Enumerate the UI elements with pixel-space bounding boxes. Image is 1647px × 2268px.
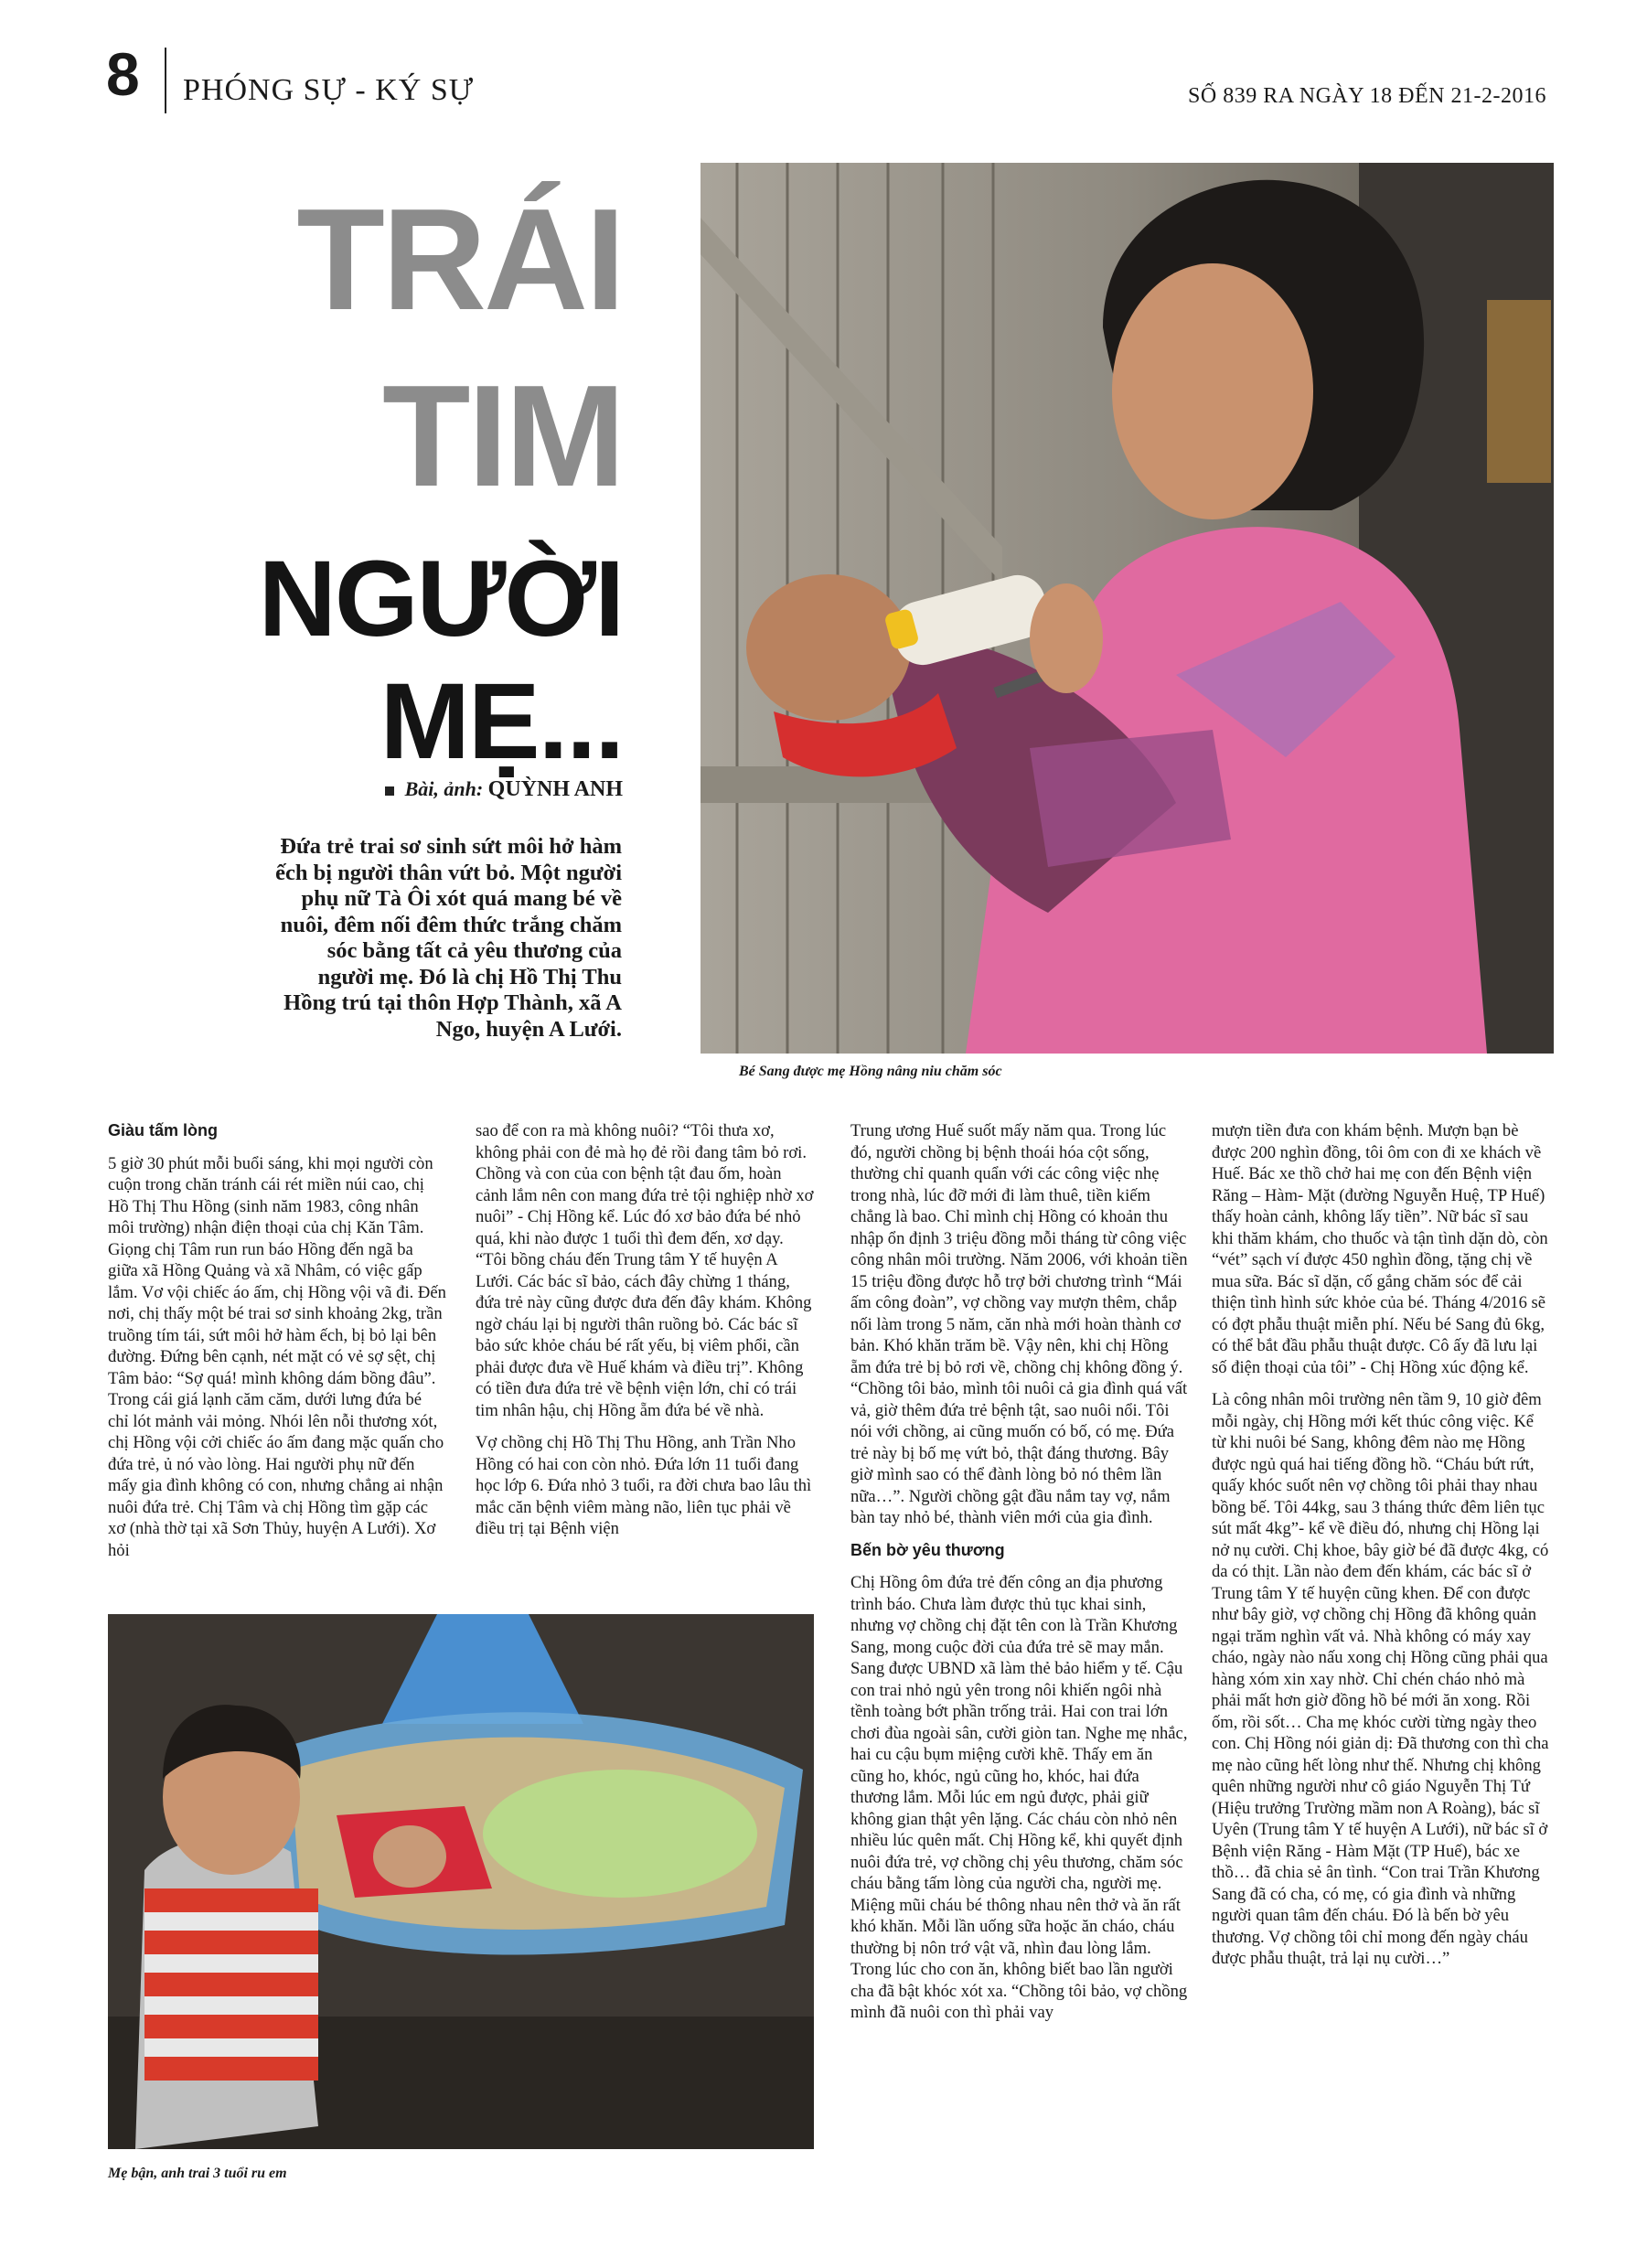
subheading-giau-tam-long: Giàu tấm lòng	[108, 1121, 219, 1139]
byline	[385, 777, 623, 802]
article-column-3	[850, 1120, 1189, 2035]
header-divider	[165, 48, 166, 113]
bullet-square-icon	[385, 786, 394, 796]
lead-paragraph: Đứa trẻ trai sơ sinh sứt môi hở hàm ếch bị người thân vứt bỏ. Một người phụ nữ Tà Ôi xót quá mang bé về nuôi, đêm nối đêm thức trắng chăm sóc bằng tất cả yêu thương của người mẹ. Đó là chị Hồ Thị Thu Hồng trú tại thôn Hợp Thành, xã A Ngo, huyện A Lưới.	[275, 834, 622, 1042]
headline-line-1: TRÁI	[296, 179, 623, 340]
main-photo-mother-feeding-baby	[701, 163, 1554, 1054]
byline-label: Bài, ảnh:	[404, 777, 484, 800]
headline-line-3: NGƯỜI	[258, 539, 623, 659]
byline-author: QUỲNH ANH	[487, 777, 623, 801]
headline-line-2: TIM	[381, 356, 623, 517]
paragraph: sao để con ra mà không nuôi? “Tôi thưa xơ, không phải con đẻ mà họ đẻ rồi đang tâm bỏ rơi. Chồng và con của con bệnh tật đau ốm, hoàn cảnh lắm nên con mang đứa trẻ tội nghiệp nhờ xơ nuôi” - Chị Hồng kể. Lúc đó xơ bảo đứa bé nhỏ quá, khi nào được 1 tuổi thì đem đến, xơ dạy. “Tôi bồng cháu đến Trung tâm Y tế huyện A Lưới. Các bác sĩ bảo, cách đây chừng 1 tháng, đứa trẻ này cũng được đưa đến đây khám. Không ngờ cháu lại bị người thân ruồng bỏ. Các bác sĩ bảo sức khỏe cháu bé rất yếu, bị viêm phổi, cần phải được đưa về Huế khám và điều trị”. Không có tiền đưa đứa trẻ về bệnh viện lớn, chỉ có trái tim nhân hậu, chị Hồng ẵm đứa bé về nhà.	[476, 1121, 814, 1420]
paragraph: Trung ương Huế suốt mấy năm qua. Trong lúc đó, người chồng bị bệnh thoái hóa cột sống, thường chỉ quanh quẩn với các công việc nhẹ trong nhà, lúc đỡ mới đi làm thuê, tiền kiếm chẳng là bao. Chỉ mình chị Hồng có khoản thu nhập ổn định 3 triệu đồng mỗi tháng từ công việc công nhân môi trường. Năm 2006, với khoản tiền 15 triệu đồng được hỗ trợ bởi chương trình “Mái ấm công đoàn”, vợ chồng vay mượn thêm, chắp nối làm trong 5 năm, căn nhà mới hoàn thành cơ bản. Khó khăn trăm bề. Vậy nên, khi chị Hồng ẵm đứa trẻ bị bỏ rơi về, chồng chị không đồng ý. “Chồng tôi bảo, mình tôi nuôi cả gia đình quá vất vả, giờ thêm đứa trẻ bệnh tật, sao nuôi nổi. Tôi nói với chồng, ai cũng muốn có bố, có mẹ. Đứa trẻ này bị bố mẹ vứt bỏ, thật đáng thương. Bây giờ mình sao có thể đành lòng bỏ nó thêm lần nữa…”. Người chồng gật đầu nắm tay vợ, nắm bàn tay nhỏ bé, thành viên mới của gia đình.	[850, 1121, 1188, 1527]
bottom-photo-brother-rocking-cradle	[108, 1614, 814, 2149]
paragraph: Là công nhân môi trường nên tầm 9, 10 giờ đêm mỗi ngày, chị Hồng mới kết thúc công việc. Kể từ khi nuôi bé Sang, không đêm nào mẹ Hồng được ngủ quá hai tiếng đồng hồ. “Cháu bứt rứt, quấy khóc suốt nên vợ chồng tôi phải thay nhau bồng bế. Tôi 44kg, sau 3 tháng thức đêm liên tục sút mất 4kg”- kể về điều đó, nhưng chị Hồng lại nở nụ cười. Chị khoe, bây giờ bé đã được 4kg, có da có thịt. Lần nào đem đến khám, các bác sĩ ở Trung tâm Y tế huyện cũng khen. Để con được như bây giờ, vợ chồng chị Hồng đã không quản ngại trăm nghìn vất vả. Nhà không có máy xay cháo, ngày nào nấu xong chị Hồng cũng phải qua hàng xóm xin xay nhờ. Chỉ chén cháo nhỏ mà phải mất hơn giờ đồng hồ bé mới ăn xong. Rồi ốm, rồi sốt… Cha mẹ khóc cười từng ngày theo con. Chị Hồng nói giản dị: Đã thương con thì cha mẹ nào cũng hết lòng như thế. Nhưng chị không quên những người như cô giáo Nguyễn Thị Tứ (Hiệu trưởng Trường mầm non A Roàng), bác sĩ Uyên (Trung tâm Y tế huyện A Lưới), nữ bác sĩ ở Bệnh viện Răng - Hàm Mặt (TP Huế), bác xe thồ… đã chia sẻ ân tình. “Con trai Trần Khương Sang đã có cha, có mẹ, có gia đình và những người quan tâm đến cháu. Đó là bến bờ yêu thương. Vợ chồng tôi chỉ mong đến ngày cháu được phẫu thuật, trả lại nụ cười…”	[1212, 1390, 1549, 1968]
paragraph: 5 giờ 30 phút mỗi buổi sáng, khi mọi người còn cuộn trong chăn tránh cái rét miền núi cao, chị Hồ Thị Thu Hồng (sinh năm 1983, công nhân môi trường) nhận điện thoại của chị Kăn Tâm. Giọng chị Tâm run run báo Hồng đến ngã ba giữa xã Hồng Quảng và xã Nhâm, có việc gấp lắm. Vơ vội chiếc áo ấm, chị Hồng vội vã đi. Đến nơi, chị thấy một bé trai sơ sinh khoảng 2kg, trần truồng tím tái, sứt môi hở hàm ếch, bị bỏ lại bên đường. Đứng bên cạnh, nét mặt có vẻ sợ sệt, chị Tâm bảo: “Sợ quá! mình không dám bồng đâu”. Trong cái giá lạnh căm căm, dưới lưng đứa bé chỉ lót mảnh vải mỏng. Nhói lên nỗi thương xót, chị Hồng vội cởi chiếc áo ấm đang mặc quấn cho đứa trẻ, ủ nó vào lòng. Hai người phụ nữ đến mấy gia đình không có con, nhưng chẳng ai nhận nuôi đứa trẻ. Chị Tâm và chị Hồng tìm gặp các xơ (nhà thờ tại xã Sơn Thủy, huyện A Lưới). Xơ hỏi	[108, 1153, 446, 1560]
paragraph: mượn tiền đưa con khám bệnh. Mượn bạn bè được 200 nghìn đồng, tôi ôm con đi xe khách về Huế. Bác xe thồ chở hai mẹ con đến Bệnh viện Răng – Hàm- Mặt (đường Nguyễn Huệ, TP Huế) thấy hoàn cảnh, không lấy tiền”. Nữ bác sĩ sau khi thăm khám, cho thuốc và tận tình dặn dò, còn “vét” sạch ví được 450 nghìn đồng, tặng chị về mua sữa. Bác sĩ dặn, cố gắng chăm sóc để cải thiện tình hình sức khỏe của bé. Tháng 4/2016 sẽ có đợt phẫu thuật miễn phí. Nếu bé Sang đủ 6kg, có thể bắt đầu phẫu thuật được. Cô ấy đã lưu lại số điện thoại của tôi” - Chị Hồng xúc động kể.	[1212, 1121, 1548, 1377]
paragraph: Chị Hồng ôm đứa trẻ đến công an địa phương trình báo. Chưa làm được thủ tục khai sinh, nhưng vợ chồng chị đặt tên con là Trần Khương Sang, mong cuộc đời của đứa trẻ sẽ may mắn. Sang được UBND xã làm thẻ bảo hiểm y tế. Cậu con trai nhỏ ngủ yên trong nôi khiến ngôi nhà tềnh toàng bớt phần trống trải. Hai con trai lớn chơi đùa ngoài sân, cười giòn tan. Nghe mẹ nhắc, hai cu cậu bụm miệng cười khẽ. Thấy em ăn cũng ho, khóc, ngủ cũng ho, khóc, hai đứa thương lắm. Mỗi lúc em ngủ được, phải giữ không gian thật yên lặng. Các cháu còn nhỏ nên nhiều lúc quên mất. Chị Hồng kể, khi quyết định nuôi đứa trẻ, vợ chồng chị yêu thương, chăm sóc cháu bằng tấm lòng của người cha, người mẹ. Miệng mũi cháu bé thông nhau nên thở và ăn rất khó khăn. Mỗi lần uống sữa hoặc ăn cháo, cháu thường bị nôn trớ vật vã, nhìn đau lòng lắm. Trong lúc cho con ăn, không biết bao lần người cha đã bật khóc xót xa. “Chồng tôi bảo, vợ chồng mình đã nuôi con thì phải vay	[850, 1573, 1188, 2022]
section-label: PHÓNG SỰ - KÝ SỰ	[183, 73, 475, 107]
page-number: 8	[106, 40, 140, 108]
subheading-ben-bo-yeu-thuong: Bến bờ yêu thương	[850, 1540, 1005, 1559]
article-column-4	[1212, 1120, 1550, 1981]
article-column-1	[108, 1120, 446, 1572]
bottom-photo-caption: Mẹ bận, anh trai 3 tuổi ru em	[108, 2166, 287, 2181]
headline-line-4: MẸ...	[380, 661, 623, 782]
main-photo-caption: Bé Sang được mẹ Hồng nâng niu chăm sóc	[739, 1064, 1002, 1079]
article-column-2	[476, 1120, 814, 1551]
issue-date: SỐ 839 RA NGÀY 18 ĐẾN 21-2-2016	[1188, 84, 1546, 108]
paragraph: Vợ chồng chị Hồ Thị Thu Hồng, anh Trần Nho Hồng có hai con còn nhỏ. Đứa lớn 11 tuổi đang học lớp 6. Đứa nhỏ 3 tuổi, ra đời chưa bao lâu thì mắc căn bệnh viêm màng não, liên tục phải về điều trị tại Bệnh viện	[476, 1433, 812, 1538]
